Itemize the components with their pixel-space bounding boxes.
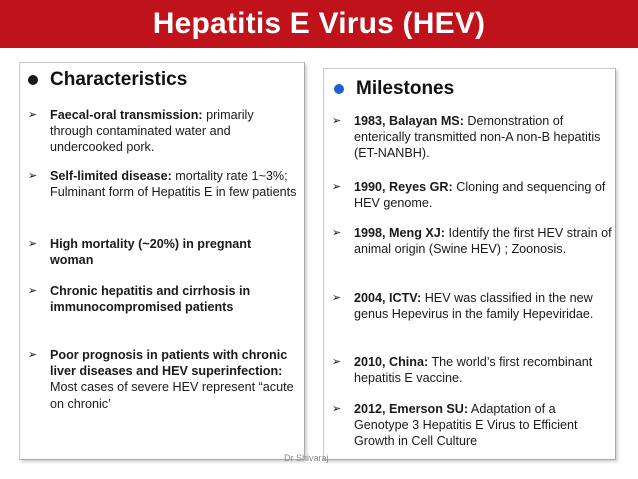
milestones-panel xyxy=(323,68,616,460)
arrow-bullet-icon: ➢ xyxy=(332,356,342,368)
arrow-bullet-icon: ➢ xyxy=(332,292,342,304)
milestone-item xyxy=(332,354,612,386)
milestones-heading xyxy=(334,78,454,100)
item-text: High mortality (~20%) in pregnant woman xyxy=(50,237,252,268)
milestone-item xyxy=(332,225,612,257)
arrow-bullet-icon: ➢ xyxy=(332,115,342,127)
characteristics-panel xyxy=(19,62,305,460)
characteristics-item xyxy=(28,283,298,315)
characteristics-item xyxy=(28,107,298,156)
milestones-heading-label: Milestones xyxy=(356,78,455,99)
item-text: 2012, Emerson SU: Adaptation of a Genotype 3 Hepatitis E Virus to Efficient Growth in Cell Culture xyxy=(354,402,578,449)
watermark: Dr Shivaraj xyxy=(284,453,329,463)
item-text: 1990, Reyes GR: Cloning and sequencing of HEV genome. xyxy=(354,180,606,211)
item-text: 1983, Balayan MS: Demonstration of enterically transmitted non-A non-B hepatitis (ET-NANBH). xyxy=(354,114,601,161)
item-text: Faecal-oral transmission: primarily through contaminated water and undercooked pork. xyxy=(50,108,254,155)
item-text: 2010, China: The world’s first recombinant hepatitis E vaccine. xyxy=(354,355,593,386)
arrow-bullet-icon: ➢ xyxy=(28,349,38,361)
milestone-item xyxy=(332,179,612,211)
characteristics-item xyxy=(28,347,298,412)
arrow-bullet-icon: ➢ xyxy=(28,109,38,121)
arrow-bullet-icon: ➢ xyxy=(28,238,38,250)
characteristics-item xyxy=(28,236,298,268)
characteristics-heading xyxy=(28,69,187,91)
characteristics-item xyxy=(28,168,298,200)
milestone-item xyxy=(332,113,612,162)
item-text: Poor prognosis in patients with chronic liver diseases and HEV superinfection: Most cases of severe HEV represent “acute on chronic’ xyxy=(50,348,294,411)
arrow-bullet-icon: ➢ xyxy=(332,227,342,239)
arrow-bullet-icon: ➢ xyxy=(332,181,342,193)
characteristics-heading-label: Characteristics xyxy=(50,69,188,90)
milestone-item xyxy=(332,290,612,322)
item-text: Chronic hepatitis and cirrhosis in immunocompromised patients xyxy=(50,284,251,315)
item-text: Self-limited disease: mortality rate 1~3%; Fulminant form of Hepatitis E in few patients xyxy=(50,169,297,200)
arrow-bullet-icon: ➢ xyxy=(28,170,38,182)
title-bar xyxy=(0,0,638,48)
bullet-dot-icon xyxy=(334,84,344,94)
item-text: 1998, Meng XJ: Identify the first HEV strain of animal origin (Swine HEV) ; Zoonosis. xyxy=(354,226,612,257)
bullet-dot-icon xyxy=(28,75,38,85)
arrow-bullet-icon: ➢ xyxy=(332,403,342,415)
arrow-bullet-icon: ➢ xyxy=(28,285,38,297)
milestone-item xyxy=(332,401,612,450)
item-text: 2004, ICTV: HEV was classified in the new genus Hepevirus in the family Hepeviridae. xyxy=(354,291,594,322)
slide-title: Hepatitis E Virus (HEV) xyxy=(152,7,486,40)
